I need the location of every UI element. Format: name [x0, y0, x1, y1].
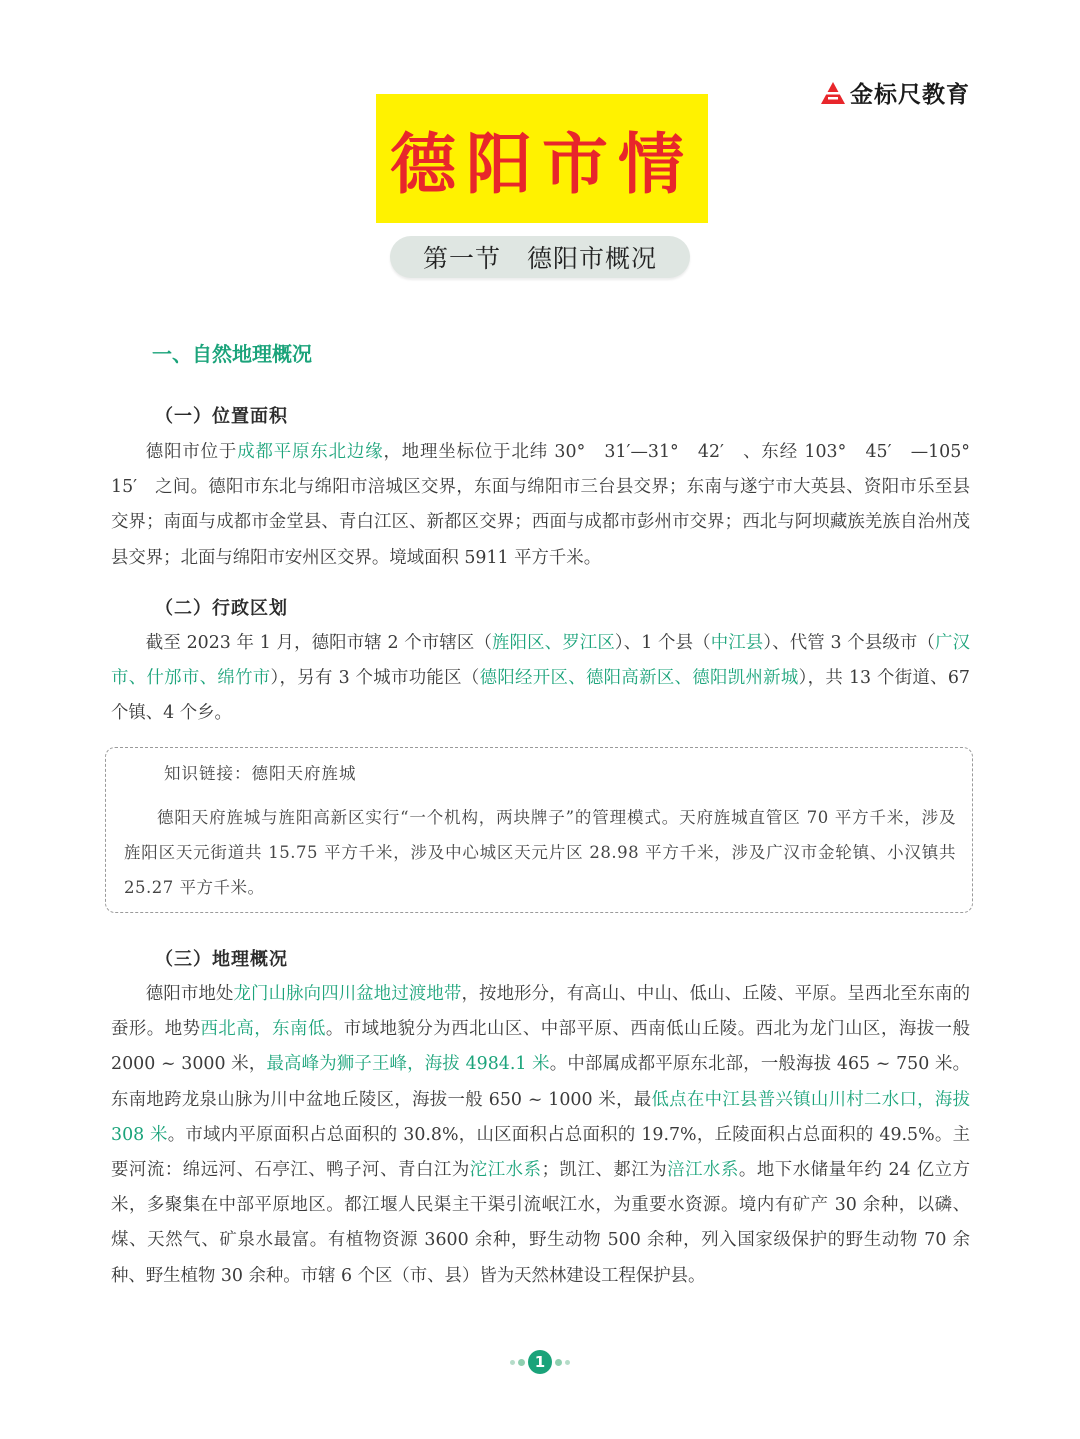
paragraph-location-area: 德阳市位于成都平原东北边缘，地理坐标位于北纬 30° 31′—31° 42′ 、东经 103° 45′ —105° 15′ 之间。德阳市东北与绵阳市涪城区交界，东面与绵阳市三台县交界；东南与遂宁市大英县、资阳市乐至县交界；南面与成都市金堂县、青白江区、新都区交界；西面与成都市彭州市交界；西北与阿坝藏族羌族自治州茂县交界；北面与绵阳市安州区交界。境域面积 5911 平方千米。: [111, 442, 988, 568]
heading-location-area: （一）位置面积: [155, 406, 288, 427]
brand-logo: [820, 76, 970, 109]
heading-natural-geography: 一、自然地理概况: [152, 342, 312, 366]
knowledge-link-box: [105, 747, 973, 913]
page-title: 德阳市情: [390, 125, 694, 203]
section-title: 第一节 德阳市概况: [422, 244, 657, 273]
heading-geography-overview: （三）地理概况: [155, 949, 288, 970]
heading-administrative-division: （二）行政区划: [155, 598, 288, 619]
page-number: 1: [528, 1350, 552, 1374]
pager-dot: [510, 1360, 515, 1365]
pager-dot: [518, 1359, 525, 1366]
paragraph-administrative-division: 截至 2023 年 1 月，德阳市辖 2 个市辖区（旌阳区、罗江区）、1 个县（中江县）、代管 3 个县级市（广汉市、什邡市、绵竹市），另有 3 个城市功能区（德阳经开区、德阳高新区、德阳凯州新城），共 13 个街道、67 个镇、4 个乡。: [111, 633, 970, 724]
knowledge-link-title: 知识链接：德阳天府旌城: [164, 764, 357, 783]
pager-dot: [565, 1360, 570, 1365]
knowledge-link-body: 德阳天府旌城与旌阳高新区实行“一个机构，两块牌子”的管理模式。天府旌城直管区 70 平方千米，涉及旌阳区天元街道共 15.75 平方千米，涉及中心城区天元片区 28.98 平方千米，涉及广汉市金轮镇、小汉镇共 25.27 平方千米。: [124, 808, 956, 897]
section-title-pill: [390, 236, 690, 278]
flag-logo-icon: [820, 80, 846, 106]
pager-dot: [555, 1359, 562, 1366]
page-indicator: [500, 1348, 580, 1376]
title-banner: [376, 94, 708, 223]
brand-name: 金标尺教育: [850, 82, 970, 108]
paragraph-geography-overview: 德阳市地处龙门山脉向四川盆地过渡地带，按地形分，有高山、中山、低山、丘陵、平原。呈西北至东南的蚕形。地势西北高，东南低。市域地貌分为西北山区、中部平原、西南低山丘陵。西北为龙门山区，海拔一般 2000 ~ 3000 米，最高峰为狮子王峰，海拔 4984.1 米。中部属成都平原东北部，一般海拔 465 ~ 750 米。东南地跨龙泉山脉为川中盆地丘陵区，海拔一般 650 ~ 1000 米，最低点在中江县普兴镇山川村二水口，海拔 308 米。市域内平原面积占总面积的 30.8%，山区面积占总面积的 19.7%，丘陵面积占总面积的 49.5%。主要河流：绵远河、石亭江、鸭子河、青白江为沱江水系；凯江、郪江为涪江水系。地下水储量年约 24 亿立方米，多聚集在中部平原地区。都江堰人民渠主干渠引流岷江水，为重要水资源。境内有矿产 30 余种，以磷、煤、天然气、矿泉水最富。有植物资源 3600 余种，野生动物 500 余种，列入国家级保护的野生动物 70 余种、野生植物 30 余种。市辖 6 个区（市、县）皆为天然林建设工程保护县。: [111, 984, 970, 1286]
